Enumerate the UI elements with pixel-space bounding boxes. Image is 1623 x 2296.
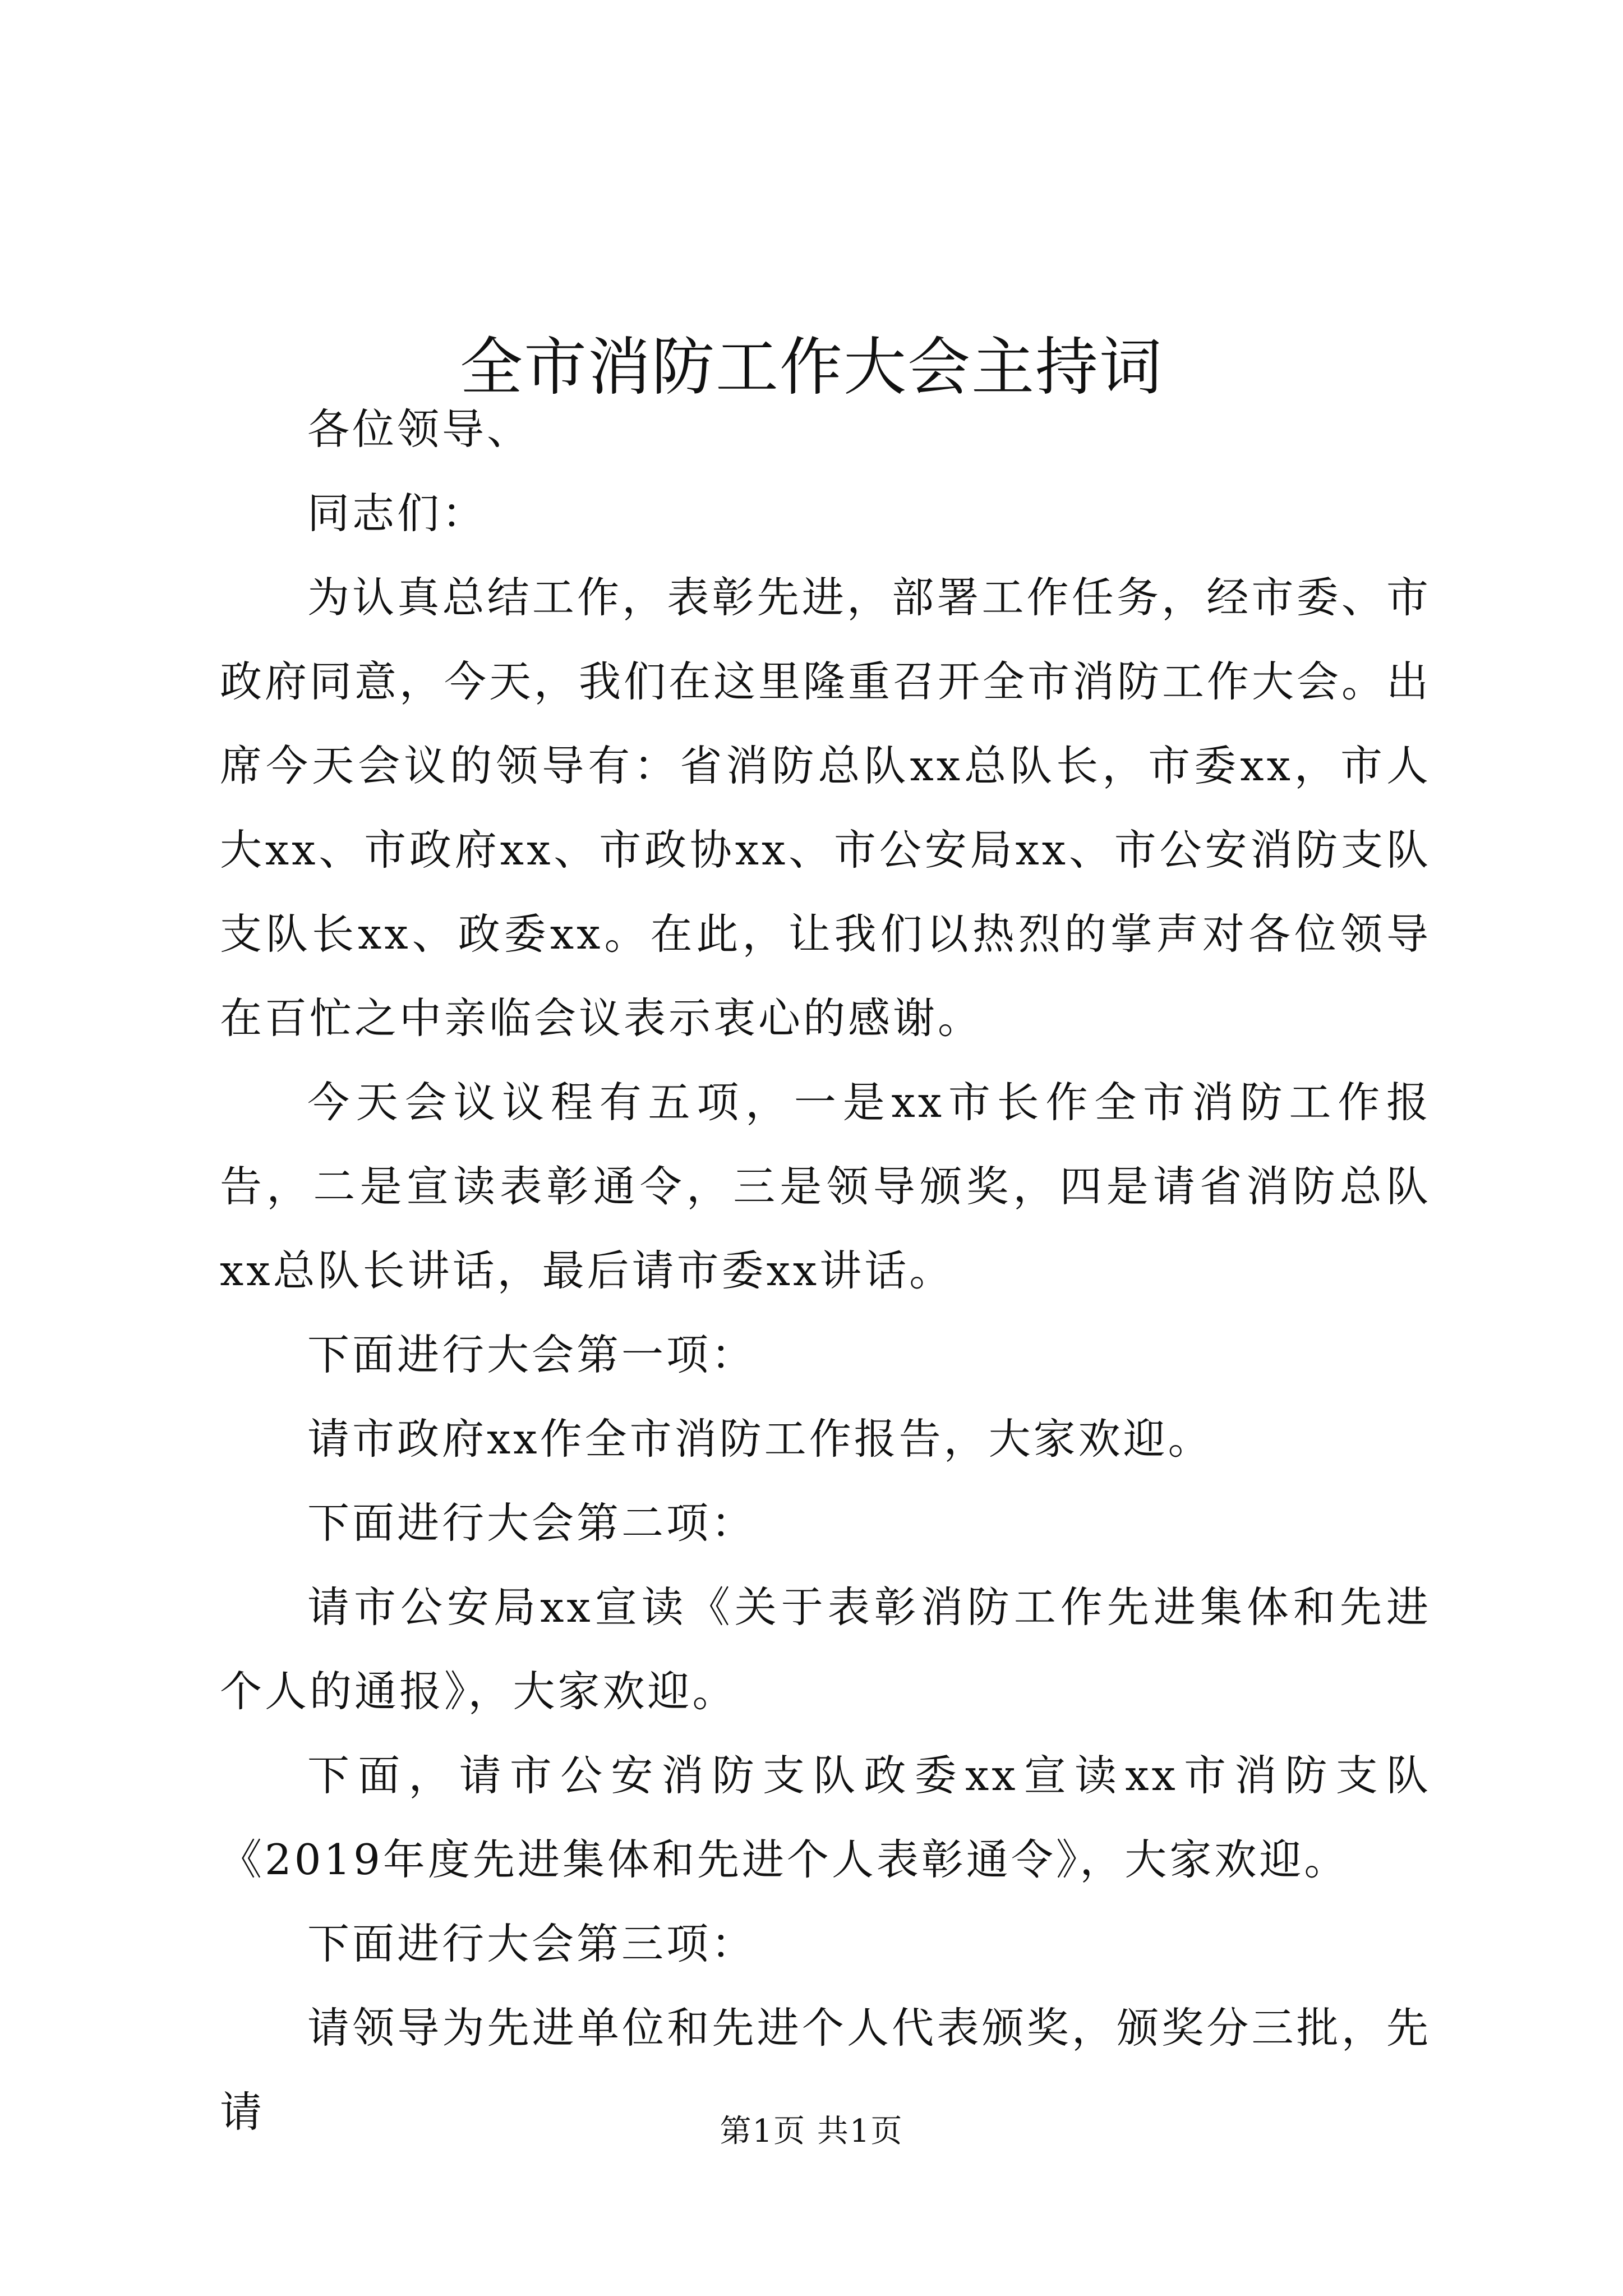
- paragraph-item-3-heading: 下面进行大会第三项：: [307, 1919, 757, 1968]
- paragraph-item-2-heading: 下面进行大会第二项：: [307, 1498, 757, 1548]
- paragraph-salutation-2: 同志们：: [307, 489, 487, 538]
- page-footer: 第1页 共1页: [720, 2113, 903, 2150]
- document-body: [220, 387, 1431, 2154]
- paragraph-item-3-body: 请领导为先进单位和先进个人代表颁奖，颁奖分三批，先请: [220, 2003, 1431, 2137]
- paragraph-item-1-body: 请市政府xx作全市消防工作报告，大家欢迎。: [307, 1414, 1213, 1464]
- paragraph-item-2-body: 请市公安局xx宣读《关于表彰消防工作先进集体和先进个人的通报》，大家欢迎。: [220, 1582, 1431, 1716]
- paragraph-salutation-1: 各位领导、: [307, 404, 532, 454]
- paragraph-item-1-heading: 下面进行大会第一项：: [307, 1330, 757, 1379]
- paragraph-opening: 为认真总结工作，表彰先进，部署工作任务，经市委、市政府同意，今天，我们在这里隆重召开全市消防工作大会。出席今天会议的领导有：省消防总队xx总队长，市委xx，市人大xx、市政府xx、市政协xx、市公安局xx、市公安消防支队支队长xx、政委xx。在此，让我们以热烈的掌声对各位领导在百忙之中亲临会议表示衷心的感谢。: [220, 573, 1432, 1043]
- paragraph-item-2-order: 下面，请市公安消防支队政委xx宣读xx市消防支队《2019年度先进集体和先进个人表彰通令》，大家欢迎。: [220, 1751, 1431, 1884]
- document-title: 全市消防工作大会主持词: [460, 331, 1163, 404]
- paragraph-agenda: 今天会议议程有五项，一是xx市长作全市消防工作报告，二是宣读表彰通令，三是领导颁奖，四是请省消防总队xx总队长讲话，最后请市委xx讲话。: [220, 1078, 1431, 1295]
